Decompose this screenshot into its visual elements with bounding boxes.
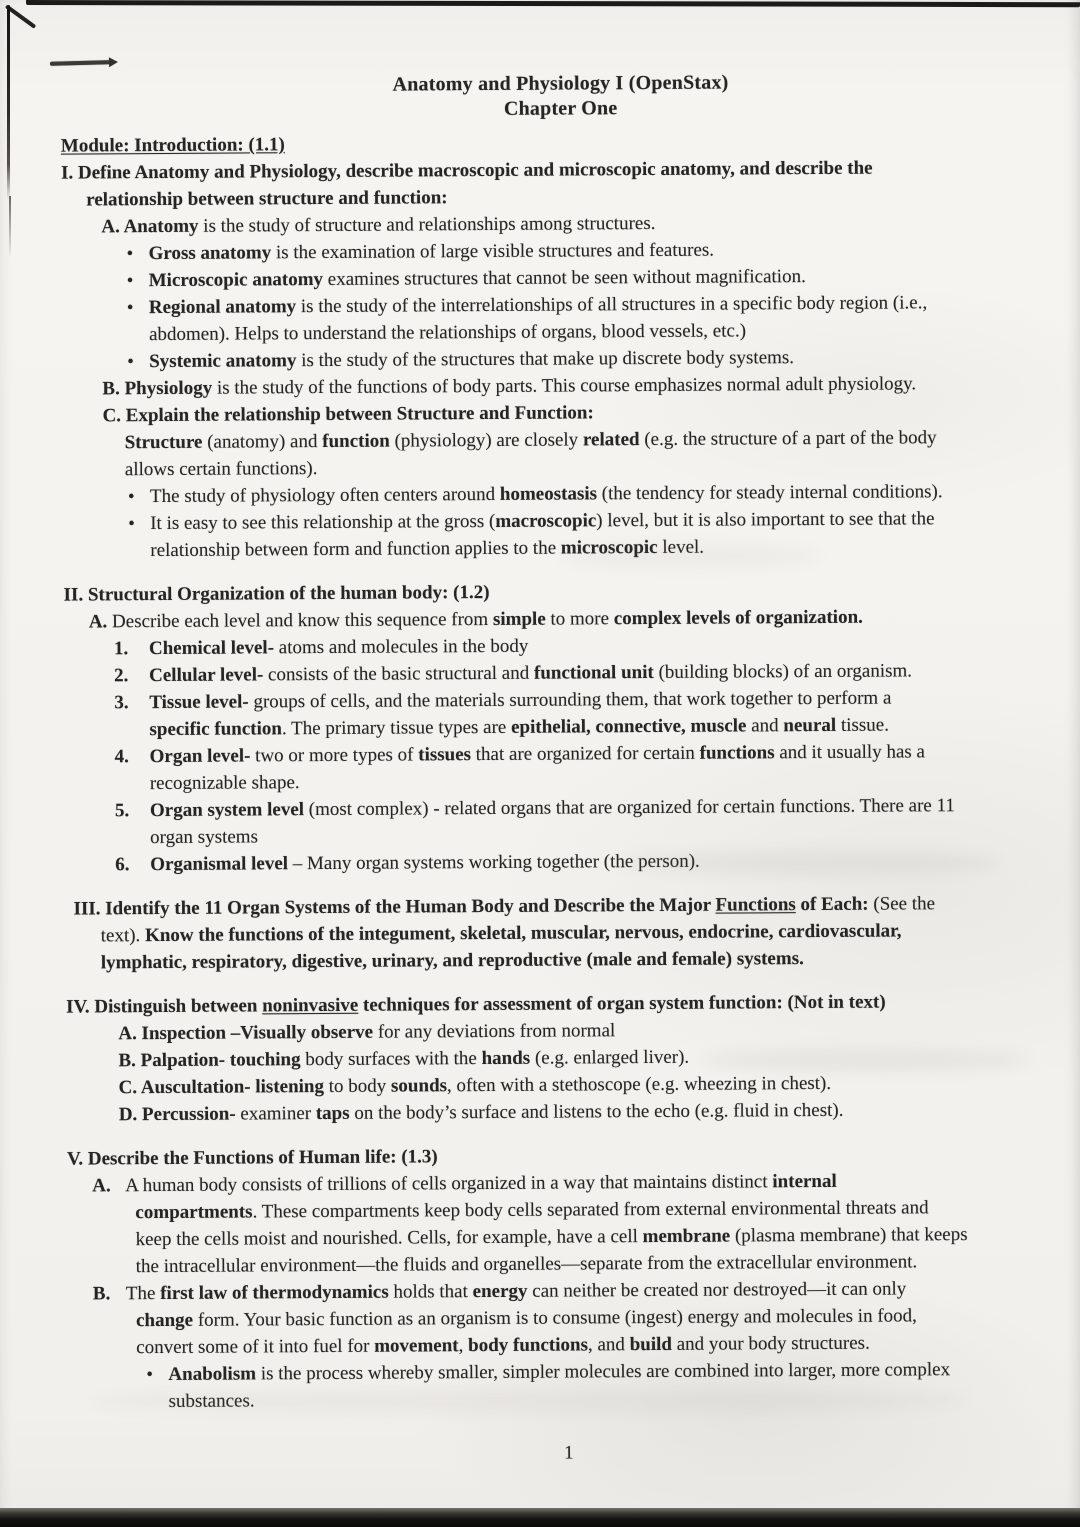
text-run: A human body consists of trillions of cells organized in a way that maintains distinct: [125, 1171, 773, 1197]
text-run: first law of thermodynamics: [160, 1281, 389, 1305]
text-run: the intracellular environment—the fluids and organelles—separate from the extracellular environment.: [135, 1251, 918, 1278]
text-run: Describe each level and know this sequence from: [111, 608, 494, 633]
list-marker: •: [126, 270, 134, 292]
text-run: is the study of structure and relationships among structures.: [198, 212, 656, 237]
text-run: functions: [699, 742, 775, 764]
text-run: Module: Introduction: (1.1): [60, 134, 285, 157]
text-run: C. Explain the relationship between Structure and Function:: [102, 402, 594, 427]
text-run: (See the: [868, 893, 936, 915]
text-run: neural: [783, 714, 837, 737]
text-run: D. Percussion-: [118, 1103, 236, 1126]
list-marker: •: [128, 513, 135, 535]
text-run: (plasma membrane) that keeps: [730, 1224, 968, 1247]
text-run: is the study of the interrelationships of all structures in a specific body region (i.e.,: [296, 292, 928, 318]
text-run: convert some of it into fuel for: [136, 1335, 375, 1359]
text-run: tissue.: [836, 714, 890, 736]
list-marker: •: [146, 1364, 154, 1386]
text-run: that are organized for certain: [470, 742, 700, 766]
doc-line: [135, 1220, 1067, 1253]
text-run: body functions: [468, 1334, 589, 1357]
text-run: and: [746, 715, 784, 737]
text-run: II. Structural Organization of the human body: (1.2): [63, 581, 490, 606]
list-marker: 5.: [114, 800, 130, 822]
text-run: Organ level-: [149, 745, 251, 768]
text-run: ) level, but it is also important to see that the: [596, 508, 935, 532]
text-run: macroscopic: [495, 510, 597, 532]
text-run: homeostasis: [499, 483, 598, 505]
text-run: epithelial, connective, muscle: [511, 715, 747, 738]
text-run: can neither be created nor destroyed—it can only: [527, 1278, 907, 1302]
text-run: text).: [100, 925, 146, 947]
text-run: organ systems: [150, 826, 259, 849]
text-run: The: [125, 1283, 161, 1305]
text-run: Functions: [715, 894, 796, 916]
text-run: for any deviations from normal: [373, 1020, 616, 1043]
text-run: (the tendency for steady internal conditions).: [596, 481, 943, 505]
text-run: is the process whereby smaller, simpler molecules are combined into larger, more complex: [255, 1359, 951, 1385]
text-run: form. Your basic function as an organism is to consume (ingest) energy and molecules in food,: [192, 1305, 917, 1331]
text-run: relationship between structure and function:: [86, 187, 448, 211]
list-marker: 4.: [114, 746, 129, 768]
text-run: complex levels of organization.: [613, 606, 863, 630]
text-run: change: [135, 1309, 194, 1332]
list-marker: A.: [92, 1175, 111, 1197]
scan-edge-bottom: [0, 1508, 1080, 1527]
text-run: level.: [657, 536, 705, 558]
list-marker: 3.: [114, 692, 129, 714]
text-run: examiner: [235, 1103, 316, 1125]
text-run: , often with a stethoscope (e.g. wheezing in chest).: [446, 1072, 832, 1097]
text-run: specific function: [149, 718, 282, 741]
text-run: III. Identify the 11 Organ Systems of the Human Body and Describe the Major: [73, 894, 716, 920]
doc-line: [125, 423, 1063, 456]
scan-smudge: [620, 850, 1000, 876]
text-run: body surfaces with the: [300, 1048, 482, 1071]
text-run: (anatomy) and: [202, 431, 323, 453]
text-run: consists of the basic structural and: [263, 662, 535, 686]
text-run: and your body structures.: [671, 1332, 870, 1355]
doc-line: [101, 943, 1066, 976]
text-run: of Each:: [795, 893, 869, 916]
text-run: noninvasive: [262, 994, 359, 1017]
text-run: The study of physiology often centers around: [149, 483, 500, 508]
doc-line: [128, 504, 1063, 537]
text-run: . These compartments keep body cells separated from external environmental threats and: [252, 1197, 929, 1223]
text-run: Tissue level-: [149, 691, 249, 714]
text-run: taps: [315, 1102, 350, 1125]
text-run: A. Inspection –Visually observe: [118, 1021, 374, 1045]
scan-edge-left-fade: [9, 196, 11, 258]
text-run: related: [582, 429, 640, 451]
list-marker: 6.: [115, 854, 130, 876]
text-run: is the study of the functions of body parts. This course emphasizes normal adult physiology.: [212, 373, 917, 399]
doc-line: [119, 1095, 1067, 1128]
text-run: V. Describe the Functions of Human life: (1.3): [67, 1146, 438, 1170]
text-run: keep the cells moist and nourished. Cells, for example, have a cell: [135, 1226, 643, 1251]
text-run: microscopic: [560, 536, 658, 559]
text-run: (physiology) are closely: [389, 429, 583, 452]
text-run: (building blocks) of an organism.: [653, 660, 913, 683]
text-run: lymphatic, respiratory, digestive, urinary, and reproductive (male and female) systems.: [100, 948, 804, 974]
text-run: . The primary tissue types are: [281, 716, 512, 740]
document-body: [61, 126, 1069, 1415]
text-run: and it usually has a: [774, 741, 926, 764]
text-run: functional unit: [533, 661, 654, 684]
text-run: function: [322, 430, 390, 453]
text-run: , and: [587, 1334, 630, 1356]
text-run: B. Physiology: [102, 377, 213, 400]
list-marker: •: [127, 486, 135, 508]
text-run: to more: [545, 608, 614, 630]
text-run: Chemical level-: [148, 637, 275, 660]
text-run: B. Palpation- touching: [118, 1049, 301, 1072]
text-run: – Many organ systems working together (the person).: [287, 850, 700, 875]
document-title-line2: Chapter One: [503, 97, 618, 120]
text-run: A.: [88, 611, 113, 633]
scan-smudge: [560, 545, 820, 567]
text-run: is the study of the structures that make up discrete body systems.: [296, 347, 795, 372]
text-run: Anabolism: [168, 1363, 257, 1385]
text-run: Organismal level: [150, 853, 289, 876]
text-run: Microscopic anatomy: [148, 269, 324, 292]
text-run: (most complex) - related organs that are organized for certain functions. There are 11: [303, 795, 955, 821]
text-run: Regional anatomy: [148, 296, 297, 319]
text-run: on the body’s surface and listens to the echo (e.g. fluid in chest).: [349, 1099, 844, 1124]
list-marker: B.: [92, 1283, 111, 1305]
text-run: compartments: [135, 1201, 253, 1224]
text-run: Gross anatomy: [148, 242, 272, 265]
scan-smudge: [700, 1048, 1030, 1072]
doc-line: [127, 288, 1062, 321]
text-run: abdomen). Helps to understand the relationships of organs, blood vessels, etc.): [148, 320, 747, 346]
text-run: to body: [323, 1075, 392, 1098]
text-run: Know the functions of the integument, skeletal, muscular, nervous, endocrine, cardiovascular,: [144, 920, 902, 947]
text-run: build: [629, 1333, 672, 1356]
text-run: allows certain functions).: [124, 458, 318, 481]
text-run: Structure: [124, 431, 203, 454]
scan-smudge: [90, 1388, 970, 1414]
text-run: is the examination of large visible structures and features.: [271, 239, 715, 264]
text-run: I. Define Anatomy and Physiology, describe macroscopic and microscopic anatomy, and describe the: [60, 157, 873, 184]
text-run: A. Anatomy: [101, 215, 199, 238]
text-run: relationship between form and function applies to the: [150, 537, 561, 562]
text-run: membrane: [642, 1225, 731, 1248]
text-run: tissues: [418, 744, 472, 766]
text-run: substances.: [168, 1390, 255, 1412]
text-run: recognizable shape.: [149, 772, 300, 795]
text-run: hands: [481, 1047, 531, 1070]
text-run: (e.g. the structure of a part of the body: [639, 427, 937, 451]
list-marker: 2.: [114, 665, 129, 687]
text-run: (e.g. enlarged liver).: [530, 1046, 690, 1069]
list-marker: •: [126, 297, 134, 319]
list-marker: •: [126, 243, 134, 265]
text-run: groups of cells, and the materials surrounding them, that work together to perform a: [248, 687, 892, 713]
text-run: examines structures that cannot be seen without magnification.: [322, 266, 806, 291]
text-run: Cellular level-: [149, 664, 264, 687]
text-run: energy: [472, 1280, 528, 1303]
text-run: movement: [374, 1335, 459, 1357]
document-title-line1: Anatomy and Physiology I (OpenStax): [392, 71, 729, 96]
text-run: techniques for assessment of organ system function: (Not in text): [358, 991, 886, 1016]
text-run: Systemic anatomy: [149, 350, 297, 373]
text-run: two or more types of: [250, 744, 419, 767]
text-run: ,: [458, 1335, 469, 1357]
doc-line: [146, 1355, 1068, 1388]
text-run: IV. Distinguish between: [66, 995, 263, 1018]
text-run: C. Auscultation- listening: [118, 1076, 325, 1099]
text-run: Organ system level: [149, 799, 305, 822]
scan-edge-left: [7, 5, 10, 200]
text-run: atoms and molecules in the body: [273, 635, 529, 659]
list-marker: •: [127, 351, 134, 373]
text-run: It is easy to see this relationship at the gross (: [150, 510, 496, 535]
text-run: sounds: [390, 1075, 448, 1097]
list-marker: 1.: [113, 638, 129, 660]
text-run: holds that: [388, 1281, 473, 1303]
text-run: simple: [492, 608, 546, 630]
page-number: 1: [564, 1442, 574, 1464]
text-run: internal: [772, 1170, 837, 1193]
